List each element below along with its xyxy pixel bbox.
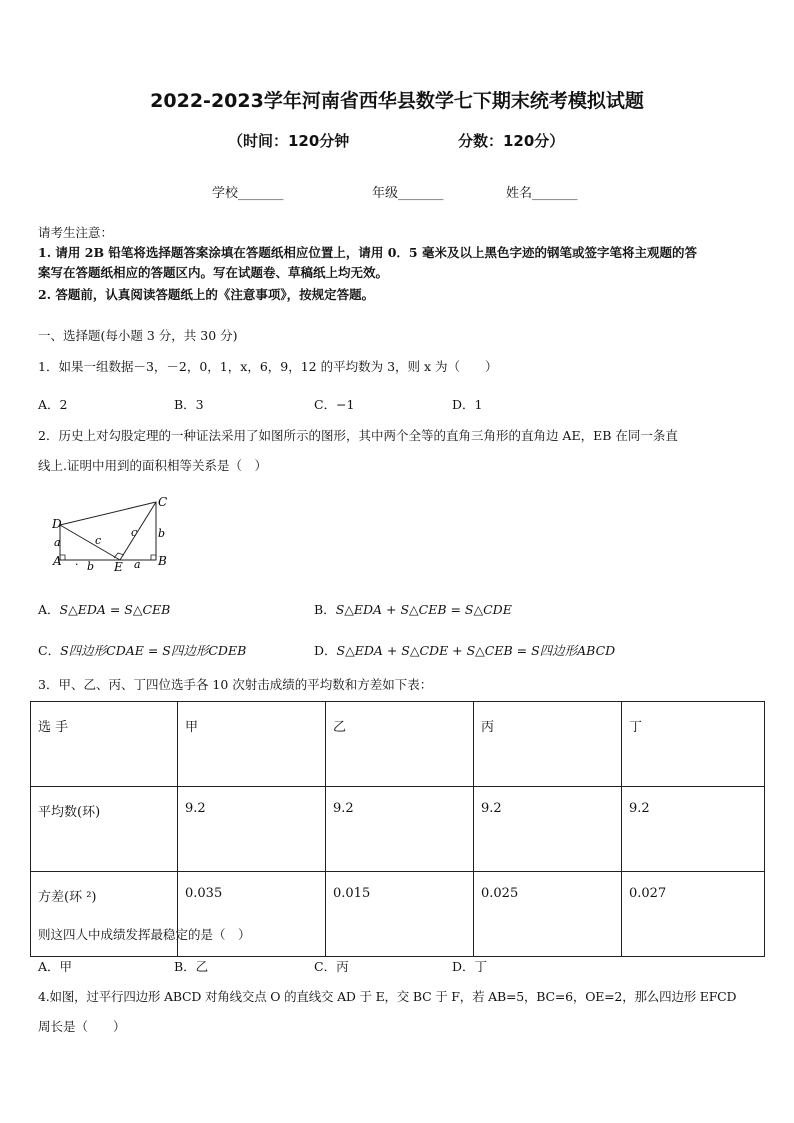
notice-line-2: 2. 答题前，认真阅读答题纸上的《注意事项》，按规定答题。 [38,287,375,302]
fig-side-b-bottom: b [87,560,95,573]
q3-option-a[interactable]: A．甲 [38,959,73,974]
fig-dot: · [75,558,79,571]
q1-option-a[interactable]: A．2 [38,397,68,412]
table-row [31,702,765,787]
q2-option-a-math: S△EDA = S△CEB [59,602,171,617]
school-field[interactable]: 学校_______ [212,186,284,201]
table-cell: 0.015 [326,872,474,957]
table-header-cell: 甲 [178,702,326,787]
section-heading: 一、选择题(每小题 3 分，共 30 分) [38,328,238,343]
table-cell: 9.2 [622,787,765,872]
table-cell: 平均数(环) [31,787,178,872]
table-header-cell: 丁 [622,702,765,787]
q3-option-b[interactable]: B．乙 [174,959,209,974]
q2-option-b-math: S△EDA + S△CEB = S△CDE [335,602,512,617]
notice-line-1b: 案写在答题纸相应的答题区内。写在试题卷、草稿纸上均无效。 [38,265,389,280]
table-cell: 9.2 [178,787,326,872]
fig-side-a-bottom: a [134,558,141,571]
q2-option-b-label: B． [314,602,336,617]
scores-table [30,701,765,957]
q4-stem-2: 周长是（ ） [38,1019,126,1034]
q2-option-c-math: S四边形CDAE = S四边形CDEB [60,643,247,658]
notice-heading: 请考生注意： [38,225,114,240]
fig-side-c-right: c [131,526,138,539]
table-cell: 方差(环 ²) [31,872,178,957]
fig-side-a-left: a [54,536,61,549]
q1-stem: 1．如果一组数据－3，－2，0，1，x，6，9，12 的平均数为 3，则 x 为（ ） [38,359,498,374]
fig-label-b: B [158,554,167,568]
table-cell: 0.035 [178,872,326,957]
page-title: 2022-2023学年河南省西华县数学七下期末统考模拟试题 [150,90,644,112]
q2-option-b[interactable] [314,600,512,618]
table-header-cell: 乙 [326,702,474,787]
q2-option-c[interactable] [38,641,246,659]
q3-stem: 3．甲、乙、丙、丁四位选手各 10 次射击成绩的平均数和方差如下表： [38,677,433,692]
table-cell: 0.027 [622,872,765,957]
q2-figure [48,492,178,576]
table-cell: 9.2 [474,787,622,872]
exam-score: 分数：120分） [458,132,565,150]
q2-option-a[interactable] [38,600,170,618]
q2-stem-2: 线上.证明中用到的面积相等关系是（ ） [38,458,267,473]
q3-option-c[interactable]: C．丙 [314,959,349,974]
q2-stem-1: 2．历史上对勾股定理的一种证法采用了如图所示的图形，其中两个全等的直角三角形的直角边 AE，EB 在同一条直 [38,428,678,443]
grade-field[interactable]: 年级_______ [372,186,444,201]
q1-option-d[interactable]: D．1 [452,397,483,412]
q2-option-d-math: S△EDA + S△CDE + S△CEB = S四边形ABCD [336,643,616,658]
fig-label-c: C [158,495,168,509]
table-header-cell: 丙 [474,702,622,787]
fig-side-b-right: b [158,527,166,540]
q1-option-b[interactable]: B．3 [174,397,204,412]
q2-option-d[interactable] [314,641,615,659]
notice-line-1: 1. 请用 2B 铅笔将选择题答案涂填在答题纸相应位置上，请用 0．5 毫米及以上黑色字迹的钢笔或签字笔将主观题的答 [38,245,697,260]
name-field[interactable]: 姓名_______ [506,186,578,201]
q1-option-c[interactable]: C．−1 [314,397,355,412]
fig-label-a: A [53,554,62,568]
fig-label-e: E [114,560,123,574]
table-row [31,787,765,872]
fig-label-d: D [52,517,62,531]
q4-stem-1: 4.如图，过平行四边形 ABCD 对角线交点 O 的直线交 AD 于 E，交 BC 于 F，若 AB=5，BC=6，OE=2，那么四边形 EFCD [38,989,737,1004]
q2-option-c-label: C． [38,643,61,658]
q3-option-d[interactable]: D．丁 [452,959,488,974]
table-header-cell: 选 手 [31,702,178,787]
q2-option-a-label: A． [38,602,60,617]
fig-side-c-left: c [95,534,102,547]
table-cell: 9.2 [326,787,474,872]
exam-time: （时间：120分钟 [228,132,350,150]
q2-option-d-label: D． [314,643,337,658]
q3-question: 则这四人中成绩发挥最稳定的是（ ） [38,927,251,942]
table-cell: 0.025 [474,872,622,957]
